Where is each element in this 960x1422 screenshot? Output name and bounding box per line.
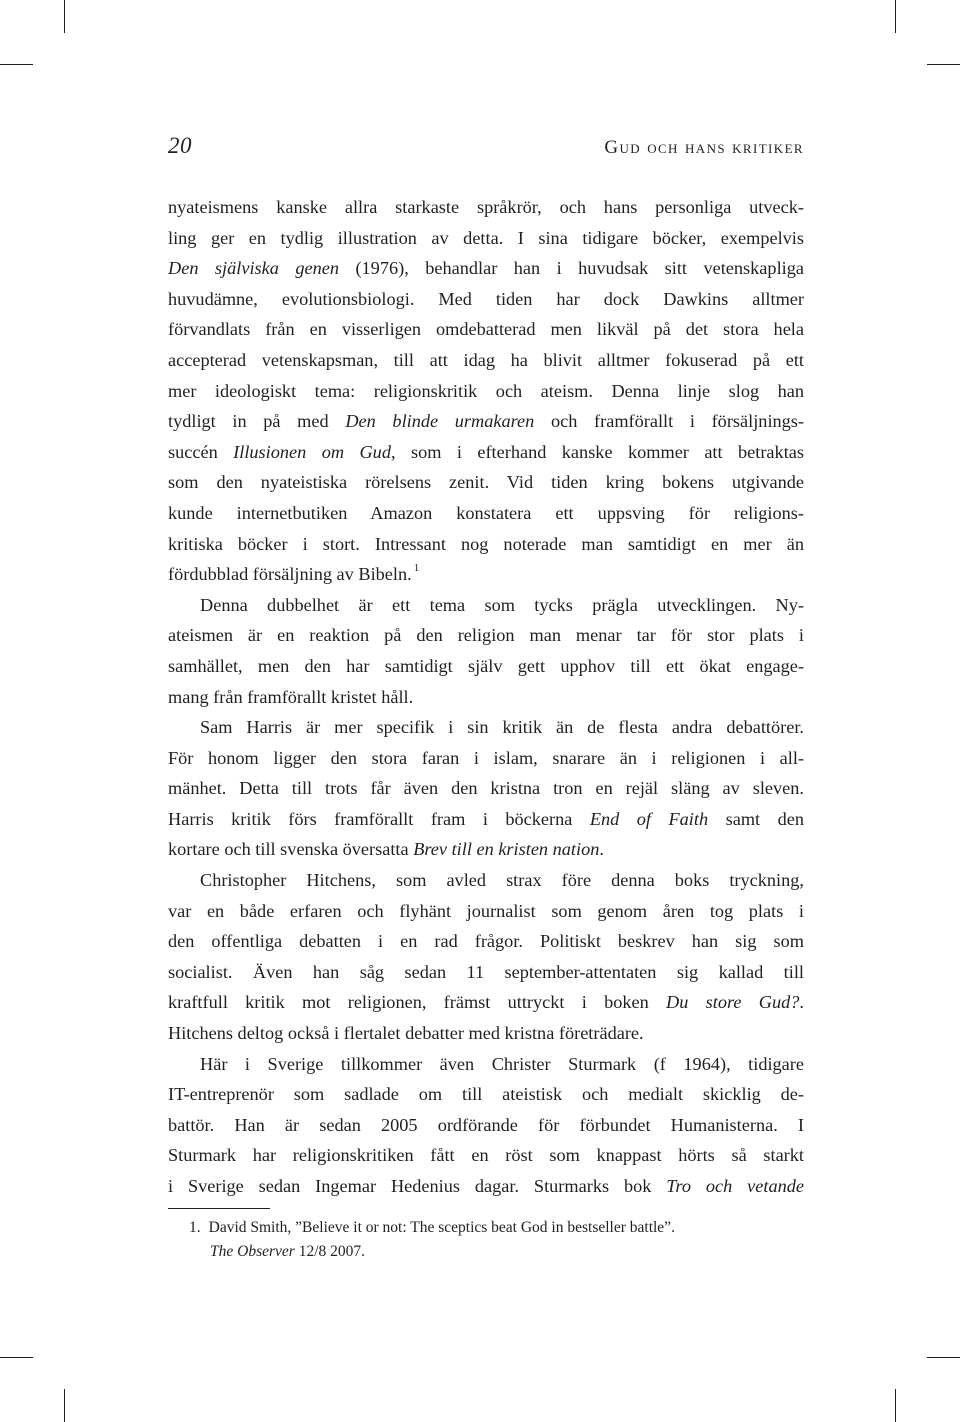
text-line: var en både erfaren och flyhänt journalist som genom åren tog plats i	[168, 900, 804, 921]
footnote-divider	[168, 1208, 270, 1209]
crop-mark-top-left-vertical	[64, 0, 65, 33]
italic-title: Den blinde urmakaren	[345, 411, 535, 432]
text-line: Den själviska genen (1976), behandlar han i huvudsak sitt vetenskapliga	[168, 258, 804, 279]
text-line: Harris kritik förs framförallt fram i böckerna End of Faith samt den	[168, 808, 804, 829]
crop-mark-bottom-left-horizontal	[0, 1357, 33, 1358]
footnote-reference: 1	[413, 562, 420, 575]
page-header	[168, 130, 804, 166]
text-line: huvudämne, evolutionsbiologi. Med tiden har dock Dawkins alltmer	[168, 288, 804, 309]
italic-title: Tro och vetande	[666, 1176, 804, 1196]
text-line: mer ideologiskt tema: religionskritik och ateism. Denna linje slog han	[168, 380, 804, 401]
text-line: Sam Harris är mer specifik i sin kritik än de flesta andra debattörer.	[200, 717, 804, 738]
text-line: kortare och till svenska översatta Brev till en kristen nation.	[168, 839, 604, 860]
running-head: Gud och hans kritiker	[604, 137, 804, 158]
footnote-1-continued	[189, 1240, 804, 1264]
text-line: För honom ligger den stora faran i islam, snarare än i religionen i all-	[168, 747, 804, 768]
crop-mark-top-right-horizontal	[927, 64, 960, 65]
italic-title: End of Faith	[589, 808, 709, 829]
text-line: mang från framförallt kristet håll.	[168, 686, 414, 707]
text-line: fördubblad försäljning av Bibeln. $^1$	[168, 562, 420, 585]
text-line: IT-entreprenör som sadlade om till ateistisk och medialt skicklig de-	[168, 1084, 804, 1105]
italic-title: Du store Gud?	[666, 992, 800, 1013]
text-line: den offentliga debatten i en rad frågor. Politiskt beskrev han sig som	[168, 931, 804, 952]
text-line: Denna dubbelhet är ett tema som tycks prägla utvecklingen. Ny-	[200, 594, 804, 615]
text-line: battör. Han är sedan 2005 ordförande för förbundet Humanisterna. I	[168, 1114, 804, 1135]
italic-title: Den själviska genen	[168, 258, 339, 279]
text-line: i Sverige sedan Ingemar Hedenius dagar. Sturmarks bok Tro och vetande	[168, 1176, 804, 1196]
crop-mark-bottom-left-vertical	[64, 1389, 65, 1422]
footnote-publication: The Observer	[210, 1243, 295, 1260]
text-line: som den nyateistiska rörelsens zenit. Vid tiden kring bokens utgivande	[168, 472, 804, 493]
footnote-date: 12/8 2007.	[294, 1243, 365, 1260]
italic-title: Brev till en kristen nation	[413, 839, 600, 860]
text-line: kunde internetbutiken Amazon konstatera ett uppsving för religions-	[168, 502, 804, 523]
text-line: ateismen är en reaktion på den religion man menar tar för stor plats i	[168, 625, 804, 646]
crop-mark-bottom-right-horizontal	[927, 1357, 960, 1358]
text-line: tydligt in på med Den blinde urmakaren och framförallt i försäljnings-	[168, 411, 805, 432]
text-line: succén Illusionen om Gud, som i efterhand kanske kommer att betraktas	[168, 441, 804, 462]
footnote-citation: David Smith, ”Believe it or not: The sceptics beat God in bestseller battle”.	[208, 1219, 675, 1236]
text-line: socialist. Även han såg sedan 11 september-attentaten sig kallad till	[168, 961, 804, 982]
text-line: kraftfull kritik mot religionen, främst uttryckt i boken Du store Gud?.	[168, 992, 804, 1013]
text-line: samhället, men den har samtidigt själv gett upphov till ett ökat engage-	[168, 655, 804, 676]
text-line: accepterad vetenskapsman, till att idag ha blivit alltmer fokuserad på ett	[168, 349, 804, 370]
body-text	[168, 192, 804, 1202]
text-line: förvandlats från en visserligen omdebatterad men likväl på det stora hela	[168, 319, 804, 340]
footnote-number: 1.	[189, 1219, 201, 1236]
text-line: Sturmark har religionskritiken fått en röst som knappast hörts så starkt	[168, 1145, 804, 1166]
crop-mark-bottom-right-vertical	[895, 1389, 896, 1422]
text-line: Här i Sverige tillkommer även Christer Sturmark (f 1964), tidigare	[200, 1053, 804, 1074]
text-line: mänhet. Detta till trots får även den kristna tron en rejäl släng av sleven.	[168, 778, 804, 799]
text-line: Christopher Hitchens, som avled strax före denna boks tryckning,	[200, 870, 804, 891]
crop-mark-top-right-vertical	[895, 0, 896, 33]
text-line: ling ger en tydlig illustration av detta. I sina tidigare böcker, exempelvis	[168, 227, 804, 248]
footnotes	[189, 1216, 804, 1264]
text-line: kritiska böcker i stort. Intressant nog noterade man samtidigt en mer än	[168, 533, 804, 554]
text-line: nyateismens kanske allra starkaste språkrör, och hans personliga utveck-	[168, 197, 804, 217]
page-number: 20	[168, 133, 192, 158]
footnote-1	[189, 1216, 804, 1240]
crop-mark-top-left-horizontal	[0, 64, 33, 65]
italic-title: Illusionen om Gud	[233, 441, 391, 462]
text-line: Hitchens deltog också i flertalet debatter med kristna företrädare.	[168, 1023, 644, 1044]
